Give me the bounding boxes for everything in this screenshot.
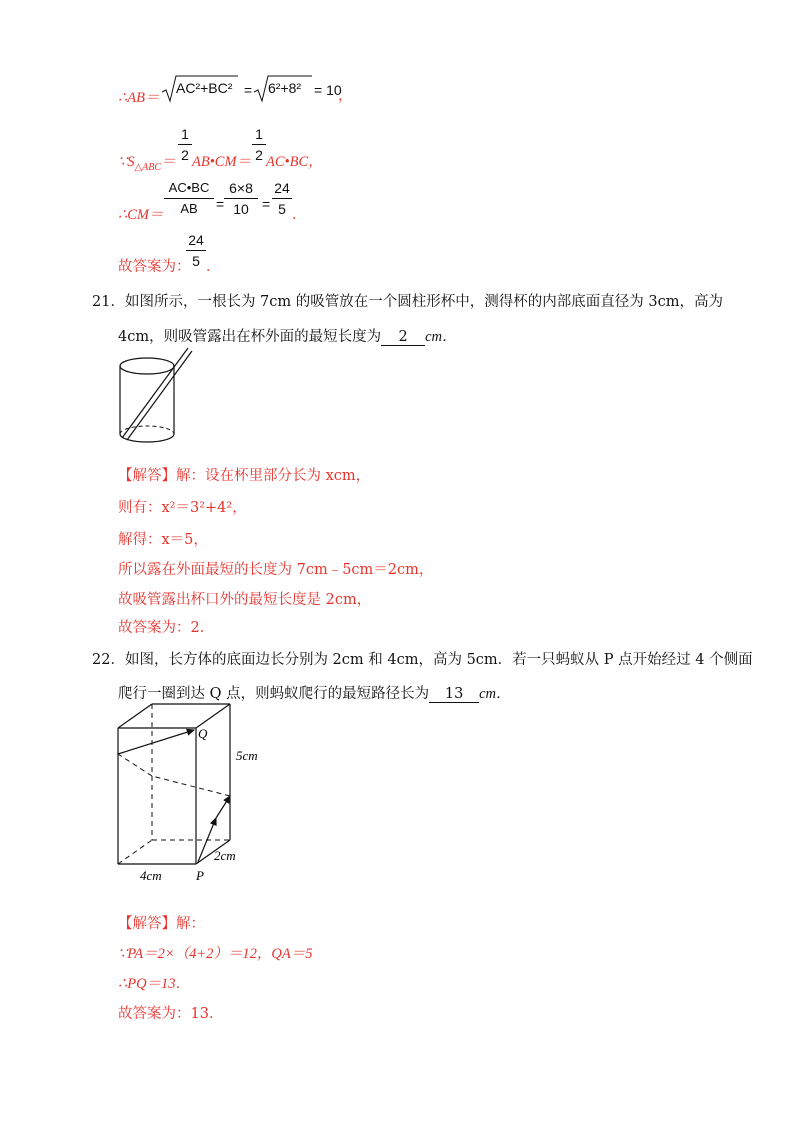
label-p: P — [196, 868, 204, 883]
label-depth: 2cm — [214, 848, 236, 863]
q21-sol-2: 则有：x²＝3²+4²， — [118, 500, 247, 516]
cm-frac3-num: 24 — [274, 180, 290, 196]
half-den-1: 2 — [181, 147, 189, 163]
cuboid-ant-path-figure — [112, 700, 272, 886]
cm-fraction-2 — [224, 180, 258, 217]
answer-den: 5 — [192, 253, 200, 269]
q21-sol-1: 【解答】解：设在杯里部分长为 xcm， — [118, 468, 371, 484]
q21-sol-6: 故答案为：2． — [118, 620, 215, 636]
ab-sqrt1: AC²+BC² — [176, 80, 233, 96]
q21-line2 — [118, 325, 457, 346]
q21-sol-4: 所以露在外面最短的长度为 7cm﹣5cm＝2cm， — [118, 562, 434, 578]
cylinder-straw-figure — [116, 346, 196, 450]
half-num-1: 1 — [181, 126, 189, 142]
cm-frac2-num: 6×8 — [229, 180, 253, 196]
cm-frac1-den: AB — [180, 201, 198, 216]
half-fraction-1 — [178, 126, 192, 163]
q22-sol-4: 故答案为：13． — [118, 1006, 224, 1022]
cm-fraction-3 — [272, 180, 292, 217]
label-width: 4cm — [140, 868, 162, 883]
ab-prefix: ∴AB＝ — [118, 90, 160, 106]
q22-sol-2: ∵PA＝2×（4+2）＝12，QA＝5 — [118, 946, 313, 962]
answer-num: 24 — [188, 232, 204, 248]
ab-eq1: = — [244, 82, 253, 98]
area-eq: ＝ — [161, 154, 176, 170]
label-q: Q — [198, 726, 208, 741]
ab-sqrt2: 6²+8² — [268, 80, 302, 96]
q22-answer-blank: 13 — [429, 686, 479, 703]
cm-eq2: = — [262, 196, 271, 212]
q22-sol-3: ∴PQ＝13． — [118, 976, 191, 992]
area-prefix — [118, 150, 176, 173]
q21-sol-3: 解得：x＝5， — [118, 532, 208, 548]
answer-dot-20: ． — [206, 259, 221, 275]
ab-comma: ， — [338, 88, 353, 104]
half-num-2: 1 — [255, 126, 263, 142]
cm-frac3-den: 5 — [278, 201, 286, 217]
label-height: 5cm — [236, 748, 258, 763]
half-fraction-2 — [252, 126, 266, 163]
q21-sol-5: 故吸管露出杯口外的最短长度是 2cm， — [118, 592, 372, 608]
q21-line1: 21．如图所示，一根长为 7cm 的吸管放在一个圆柱形杯中，测得杯的内部底面直径为 3cm，高为 — [92, 294, 723, 310]
area-s: ∵S — [118, 154, 135, 170]
area-mid: AB•CM＝ — [192, 154, 252, 170]
answer-fraction-20 — [186, 232, 206, 269]
cm-prefix: ∴CM＝ — [118, 207, 164, 223]
ab-eq2: = 10 — [314, 82, 342, 98]
q22-sol-1: 【解答】解： — [118, 916, 205, 932]
half-den-2: 2 — [255, 147, 263, 163]
q22-line2-post: cm． — [479, 686, 511, 702]
q21-answer-blank: 2 — [381, 329, 425, 346]
answer-label-20: 故答案为： — [118, 259, 191, 275]
cm-eq1: = — [216, 196, 225, 212]
area-end: AC•BC， — [266, 154, 323, 170]
q22-line1: 22．如图，长方体的底面边长分别为 2cm 和 4cm，高为 5cm．若一只蚂蚁从 P 点开始经过 4 个侧面 — [92, 652, 753, 668]
cm-frac1-num: AC•BC — [168, 180, 210, 195]
ab-line — [118, 86, 159, 107]
cm-fraction-1 — [164, 180, 214, 217]
cm-frac2-den: 10 — [233, 201, 249, 217]
q21-line2-post: cm． — [425, 329, 457, 345]
area-sub: △ABC — [134, 161, 162, 173]
q22-line2-pre: 爬行一圈到达 Q 点，则蚂蚁爬行的最短路径长为 — [118, 686, 430, 702]
q21-line2-pre: 4cm，则吸管露出在杯外面的最短长度为 — [118, 329, 382, 345]
cm-dot: ． — [292, 207, 307, 223]
